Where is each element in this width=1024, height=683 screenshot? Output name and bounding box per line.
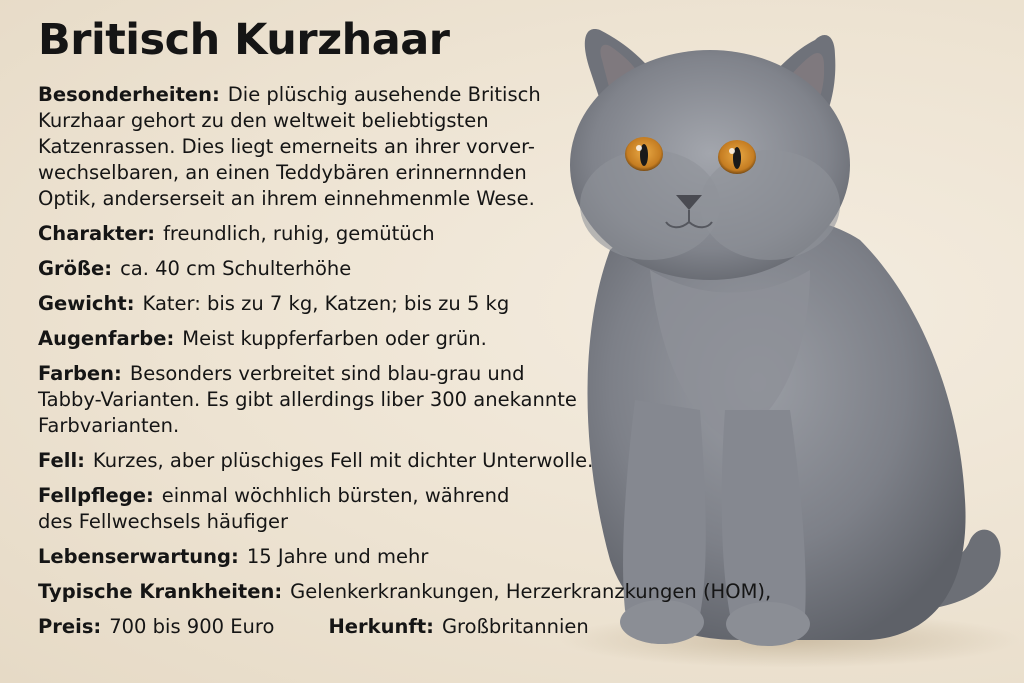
page-title: Britisch Kurzhaar (38, 15, 450, 65)
value-fellpflege: einmal wöchhlich bürsten, während des Fellwechsels häufiger (38, 484, 510, 533)
label-krankheiten: Typische Krankheiten: (38, 580, 283, 603)
label-augenfarbe: Augenfarbe: (38, 327, 175, 350)
value-preis: 700 bis 900 Euro (109, 615, 275, 638)
entry-groesse (38, 256, 608, 282)
info-panel (38, 14, 772, 649)
entry-lebenserwartung (38, 544, 608, 570)
value-gewicht: Kater: bis zu 7 kg, Katzen; bis zu 5 kg (142, 292, 510, 315)
entry-gewicht (38, 291, 608, 317)
entry-fell (38, 448, 608, 474)
entry-charakter (38, 221, 608, 247)
value-augenfarbe: Meist kuppferfarben oder grün. (182, 327, 487, 350)
label-herkunft: Herkunft: (328, 615, 434, 638)
entry-krankheiten (38, 579, 772, 605)
label-fellpflege: Fellpflege: (38, 484, 154, 507)
label-groesse: Größe: (38, 257, 113, 280)
entry-farben (38, 361, 583, 439)
label-fell: Fell: (38, 449, 85, 472)
label-charakter: Charakter: (38, 222, 156, 245)
label-lebenserwartung: Lebenserwartung: (38, 545, 239, 568)
entry-preis (38, 614, 274, 640)
value-herkunft: Großbritannien (441, 615, 589, 638)
entry-herkunft (328, 614, 588, 640)
value-farben: Besonders verbreitet sind blau-grau und Tabby-Varianten. Es gibt allerdings liber 300 anekannte Farbvarianten. (38, 362, 577, 437)
value-besonderheiten: Die plüschig ausehende Britisch Kurzhaar gehort zu den weltweit beliebtigsten Katzenrassen. Dies liegt emerneits an ihrer vorver-wechselbaren, an einen Teddybären erinnernnden Optik, anderserseit an ihrem einnehmenmle Wese. (38, 83, 541, 210)
label-gewicht: Gewicht: (38, 292, 135, 315)
entry-fellpflege (38, 483, 518, 535)
label-besonderheiten: Besonderheiten: (38, 83, 220, 106)
entry-besonderheiten (38, 82, 548, 212)
value-fell: Kurzes, aber plüschiges Fell mit dichter Unterwolle. (92, 449, 594, 472)
label-preis: Preis: (38, 615, 102, 638)
label-farben: Farben: (38, 362, 122, 385)
value-groesse: ca. 40 cm Schulterhöhe (120, 257, 352, 280)
value-krankheiten: Gelenkerkrankungen, Herzerkranzkungen (HOM), (290, 580, 772, 603)
value-lebenserwartung: 15 Jahre und mehr (246, 545, 429, 568)
entry-preis-herkunft (38, 614, 608, 640)
entry-augenfarbe (38, 326, 608, 352)
value-charakter: freundlich, ruhig, gemütüch (163, 222, 435, 245)
